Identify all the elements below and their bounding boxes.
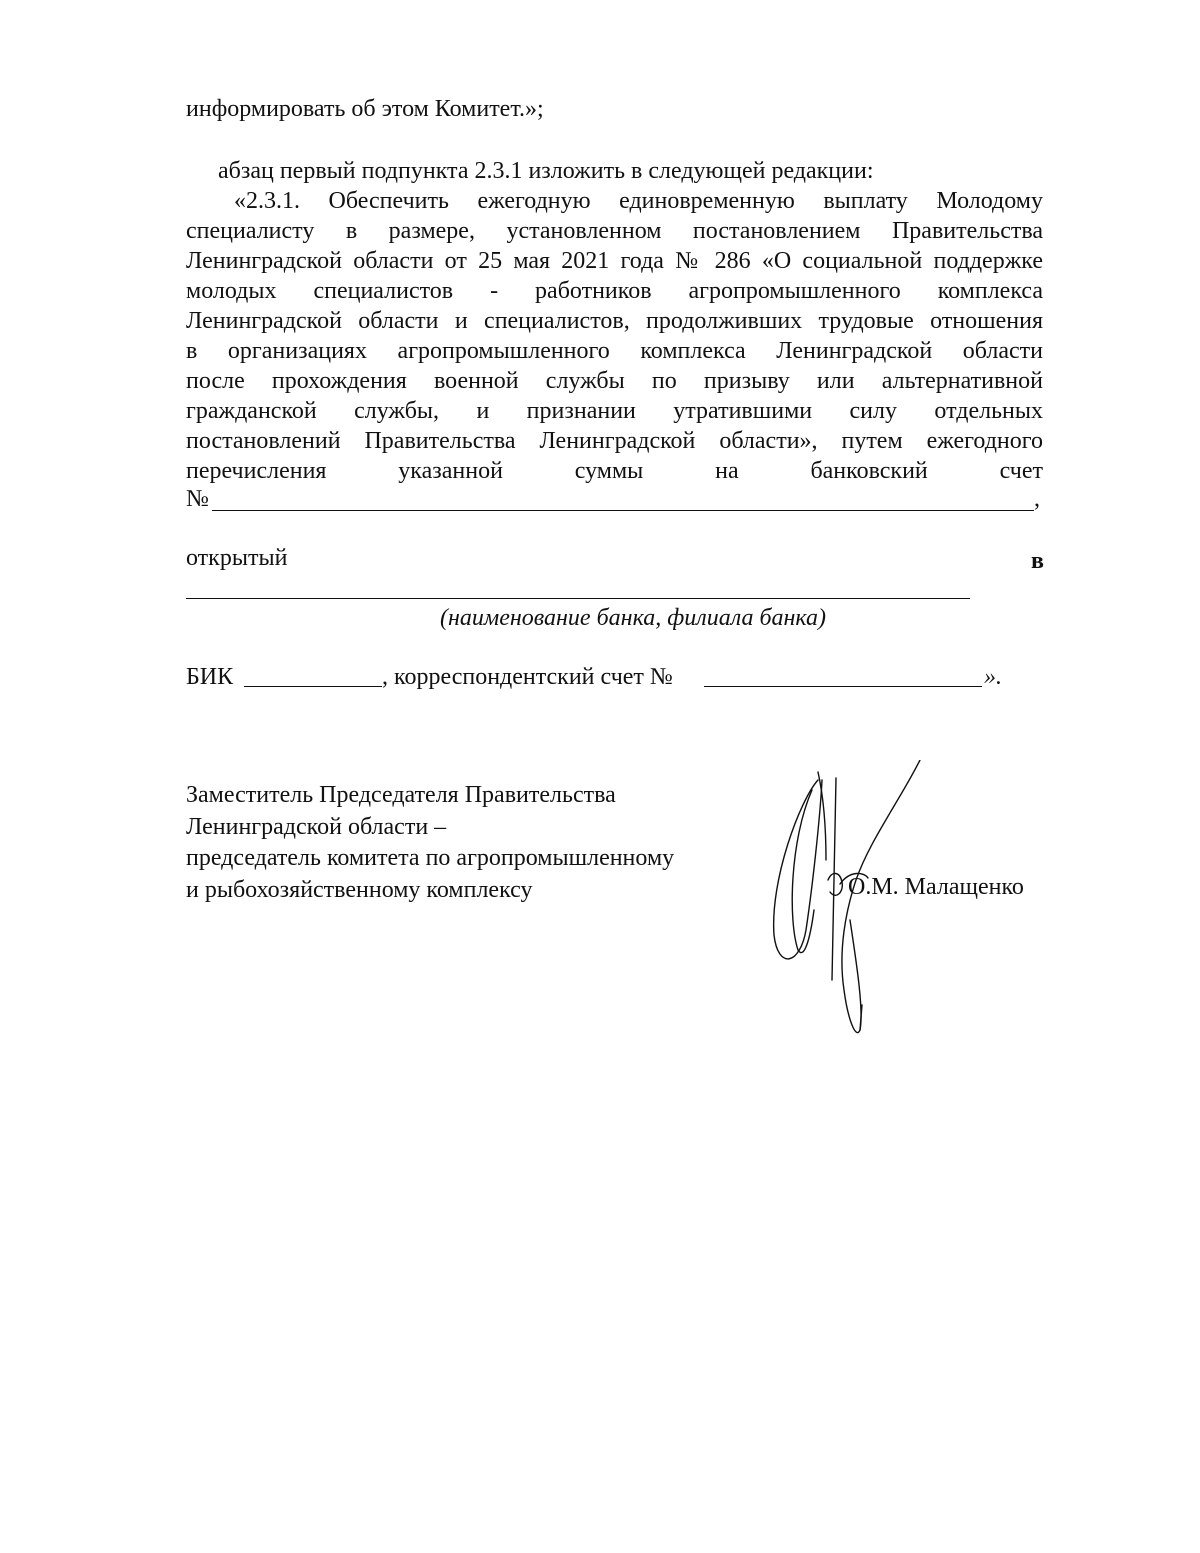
clause-line: перечисления указанной суммы на банковский счет <box>186 458 1043 484</box>
bik-label: БИК <box>186 664 234 690</box>
signatory-title-line: и рыбохозяйственному комплексу <box>186 876 533 903</box>
signatory-title <box>186 780 674 906</box>
clause-line: специалисту в размере, установленном постановлением Правительства <box>186 218 1043 244</box>
signatory-title-line: Ленинградской области – <box>186 813 447 840</box>
clause-line: в организациях агропромышленного комплекса Ленинградской области <box>186 338 1043 364</box>
bank-name-caption: (наименование банка, филиала банка) <box>440 605 827 631</box>
account-number-blank <box>212 510 1034 511</box>
clause-line: Ленинградской области и специалистов, продолживших трудовые отношения <box>186 308 1043 334</box>
paragraph-continuation: информировать об этом Комитет.»; <box>186 96 544 122</box>
opened-label: открытый <box>186 545 288 571</box>
account-number-suffix: , <box>1034 486 1040 512</box>
opened-in-word: в <box>1031 548 1044 574</box>
bik-blank <box>244 686 382 687</box>
signatory-title-line: Заместитель Председателя Правительства <box>186 782 616 808</box>
clause-line: «2.3.1. Обеспечить ежегодную единовременную выплату Молодому <box>234 188 1043 214</box>
paragraph-clause-2-3-1 <box>186 186 1043 486</box>
clause-line: постановлений Правительства Ленинградской области», путем ежегодного <box>186 428 1043 454</box>
paragraph-amendment-intro: абзац первый подпункта 2.3.1 изложить в следующей редакции: <box>218 158 874 184</box>
clause-line: Ленинградской области от 25 мая 2021 года № 286 «О социальной поддержке <box>186 248 1043 274</box>
clause-line: гражданской службы, и признании утратившими силу отдельных <box>186 398 1043 424</box>
signatory-title-line: председатель комитета по агропромышленному <box>186 845 675 871</box>
clause-line: после прохождения военной службы по призыву или альтернативной <box>186 368 1043 394</box>
handwritten-signature-icon <box>760 760 940 1050</box>
signatory-name: О.М. Малащенко <box>848 874 1024 900</box>
corr-account-blank <box>704 686 982 687</box>
corr-account-label: , корреспондентский счет № <box>382 664 673 690</box>
bank-name-blank <box>186 598 970 599</box>
closing-quote: ». <box>984 664 1002 690</box>
account-number-prefix: № <box>186 486 209 512</box>
clause-line: молодых специалистов - работников агропромышленного комплекса <box>186 278 1043 304</box>
